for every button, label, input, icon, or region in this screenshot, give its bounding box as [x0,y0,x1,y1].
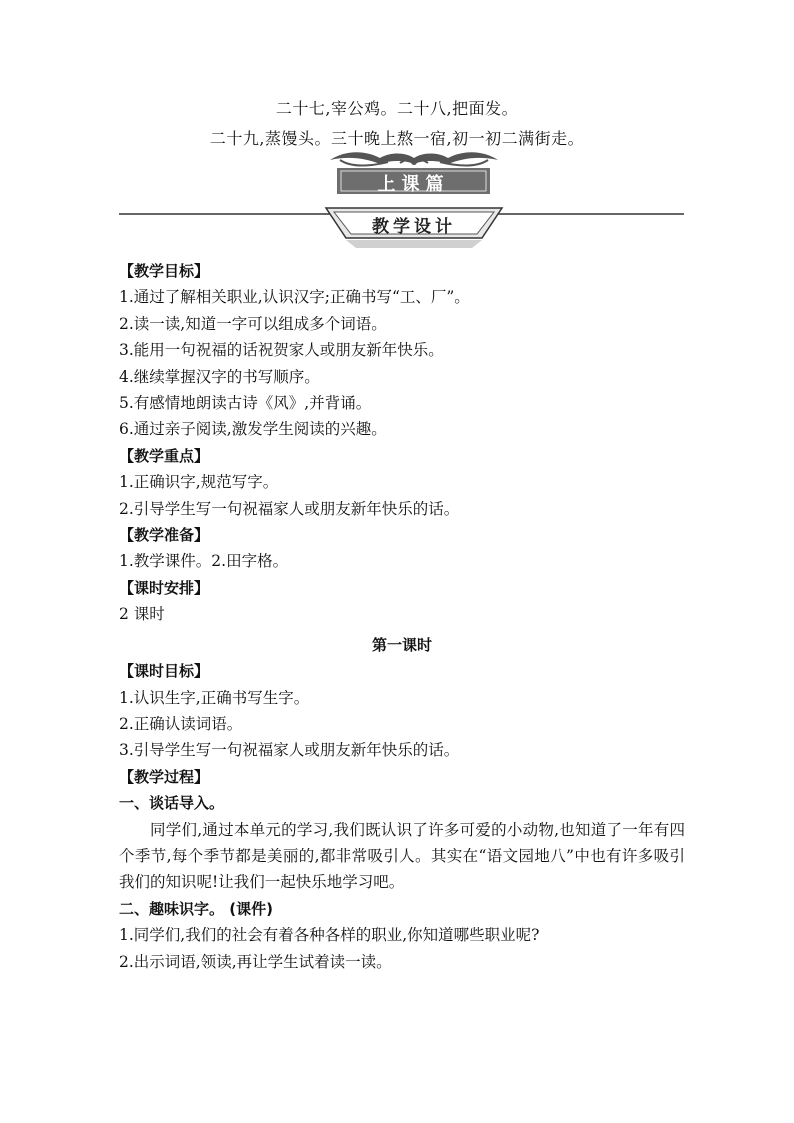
step1-paragraph: 同学们,通过本单元的学习,我们既认识了许多可爱的小动物,也知道了一年有四个季节,每个季节都是美丽的,都非常吸引人。其实在“语文园地八”中也有许多吸引我们的知识呢!让我们一起快乐地学习吧。 [119,820,685,892]
process-heading: 【教学过程】 [119,767,210,786]
verse-line-2: 二十九,蒸馒头。三十晚上熬一宿,初一初二满街走。 [209,129,585,148]
verse-line-1: 二十七,宰公鸡。二十八,把面发。 [275,99,519,118]
lesson-goal-item: 2.正确认读词语。 [119,714,243,733]
goal-item: 4.继续掌握汉字的书写顺序。 [119,367,320,386]
banner-top-title: 上课篇 [377,174,450,195]
prep-heading: 【教学准备】 [119,526,210,545]
lesson-goals-heading: 【课时目标】 [119,662,210,681]
goal-item: 5.有感情地朗读古诗《风》,并背诵。 [119,394,372,413]
lesson-plan-body [119,258,685,975]
focus-item: 1.正确识字,规范写字。 [119,473,279,492]
focus-heading: 【教学重点】 [119,446,210,465]
goal-item: 1.通过了解相关职业,认识汉字;正确书写“工、厂”。 [119,288,470,307]
focus-item: 2.引导学生写一句祝福家人或朋友新年快乐的话。 [119,499,460,518]
lesson-goal-item: 1.认识生字,正确书写生字。 [119,688,310,707]
step2-item: 2.出示词语,领读,再让学生试着读一读。 [119,952,392,971]
lesson-title: 第一课时 [371,635,432,654]
schedule-heading: 【课时安排】 [119,578,210,597]
goals-heading: 【教学目标】 [119,262,210,280]
goal-item: 3.能用一句祝福的话祝贺家人或朋友新年快乐。 [119,341,444,360]
scroll-ornament [330,152,498,165]
prep-text: 1.教学课件。2.田字格。 [119,552,289,571]
schedule-text: 2 课时 [119,605,165,624]
step1-heading: 一、谈话导入。 [119,794,225,813]
goal-item: 6.通过亲子阅读,激发学生阅读的兴趣。 [119,420,387,439]
step2-heading: 二、趣味识字。 (课件) [119,899,273,918]
goal-item: 2.读一读,知道一字可以组成多个词语。 [119,314,387,333]
step2-item: 1.同学们,我们的社会有着各种各样的职业,你知道哪些职业呢? [119,926,540,945]
banner-bottom-title: 教学设计 [372,217,456,237]
lesson-goal-item: 3.引导学生写一句祝福家人或朋友新年快乐的话。 [119,741,460,760]
